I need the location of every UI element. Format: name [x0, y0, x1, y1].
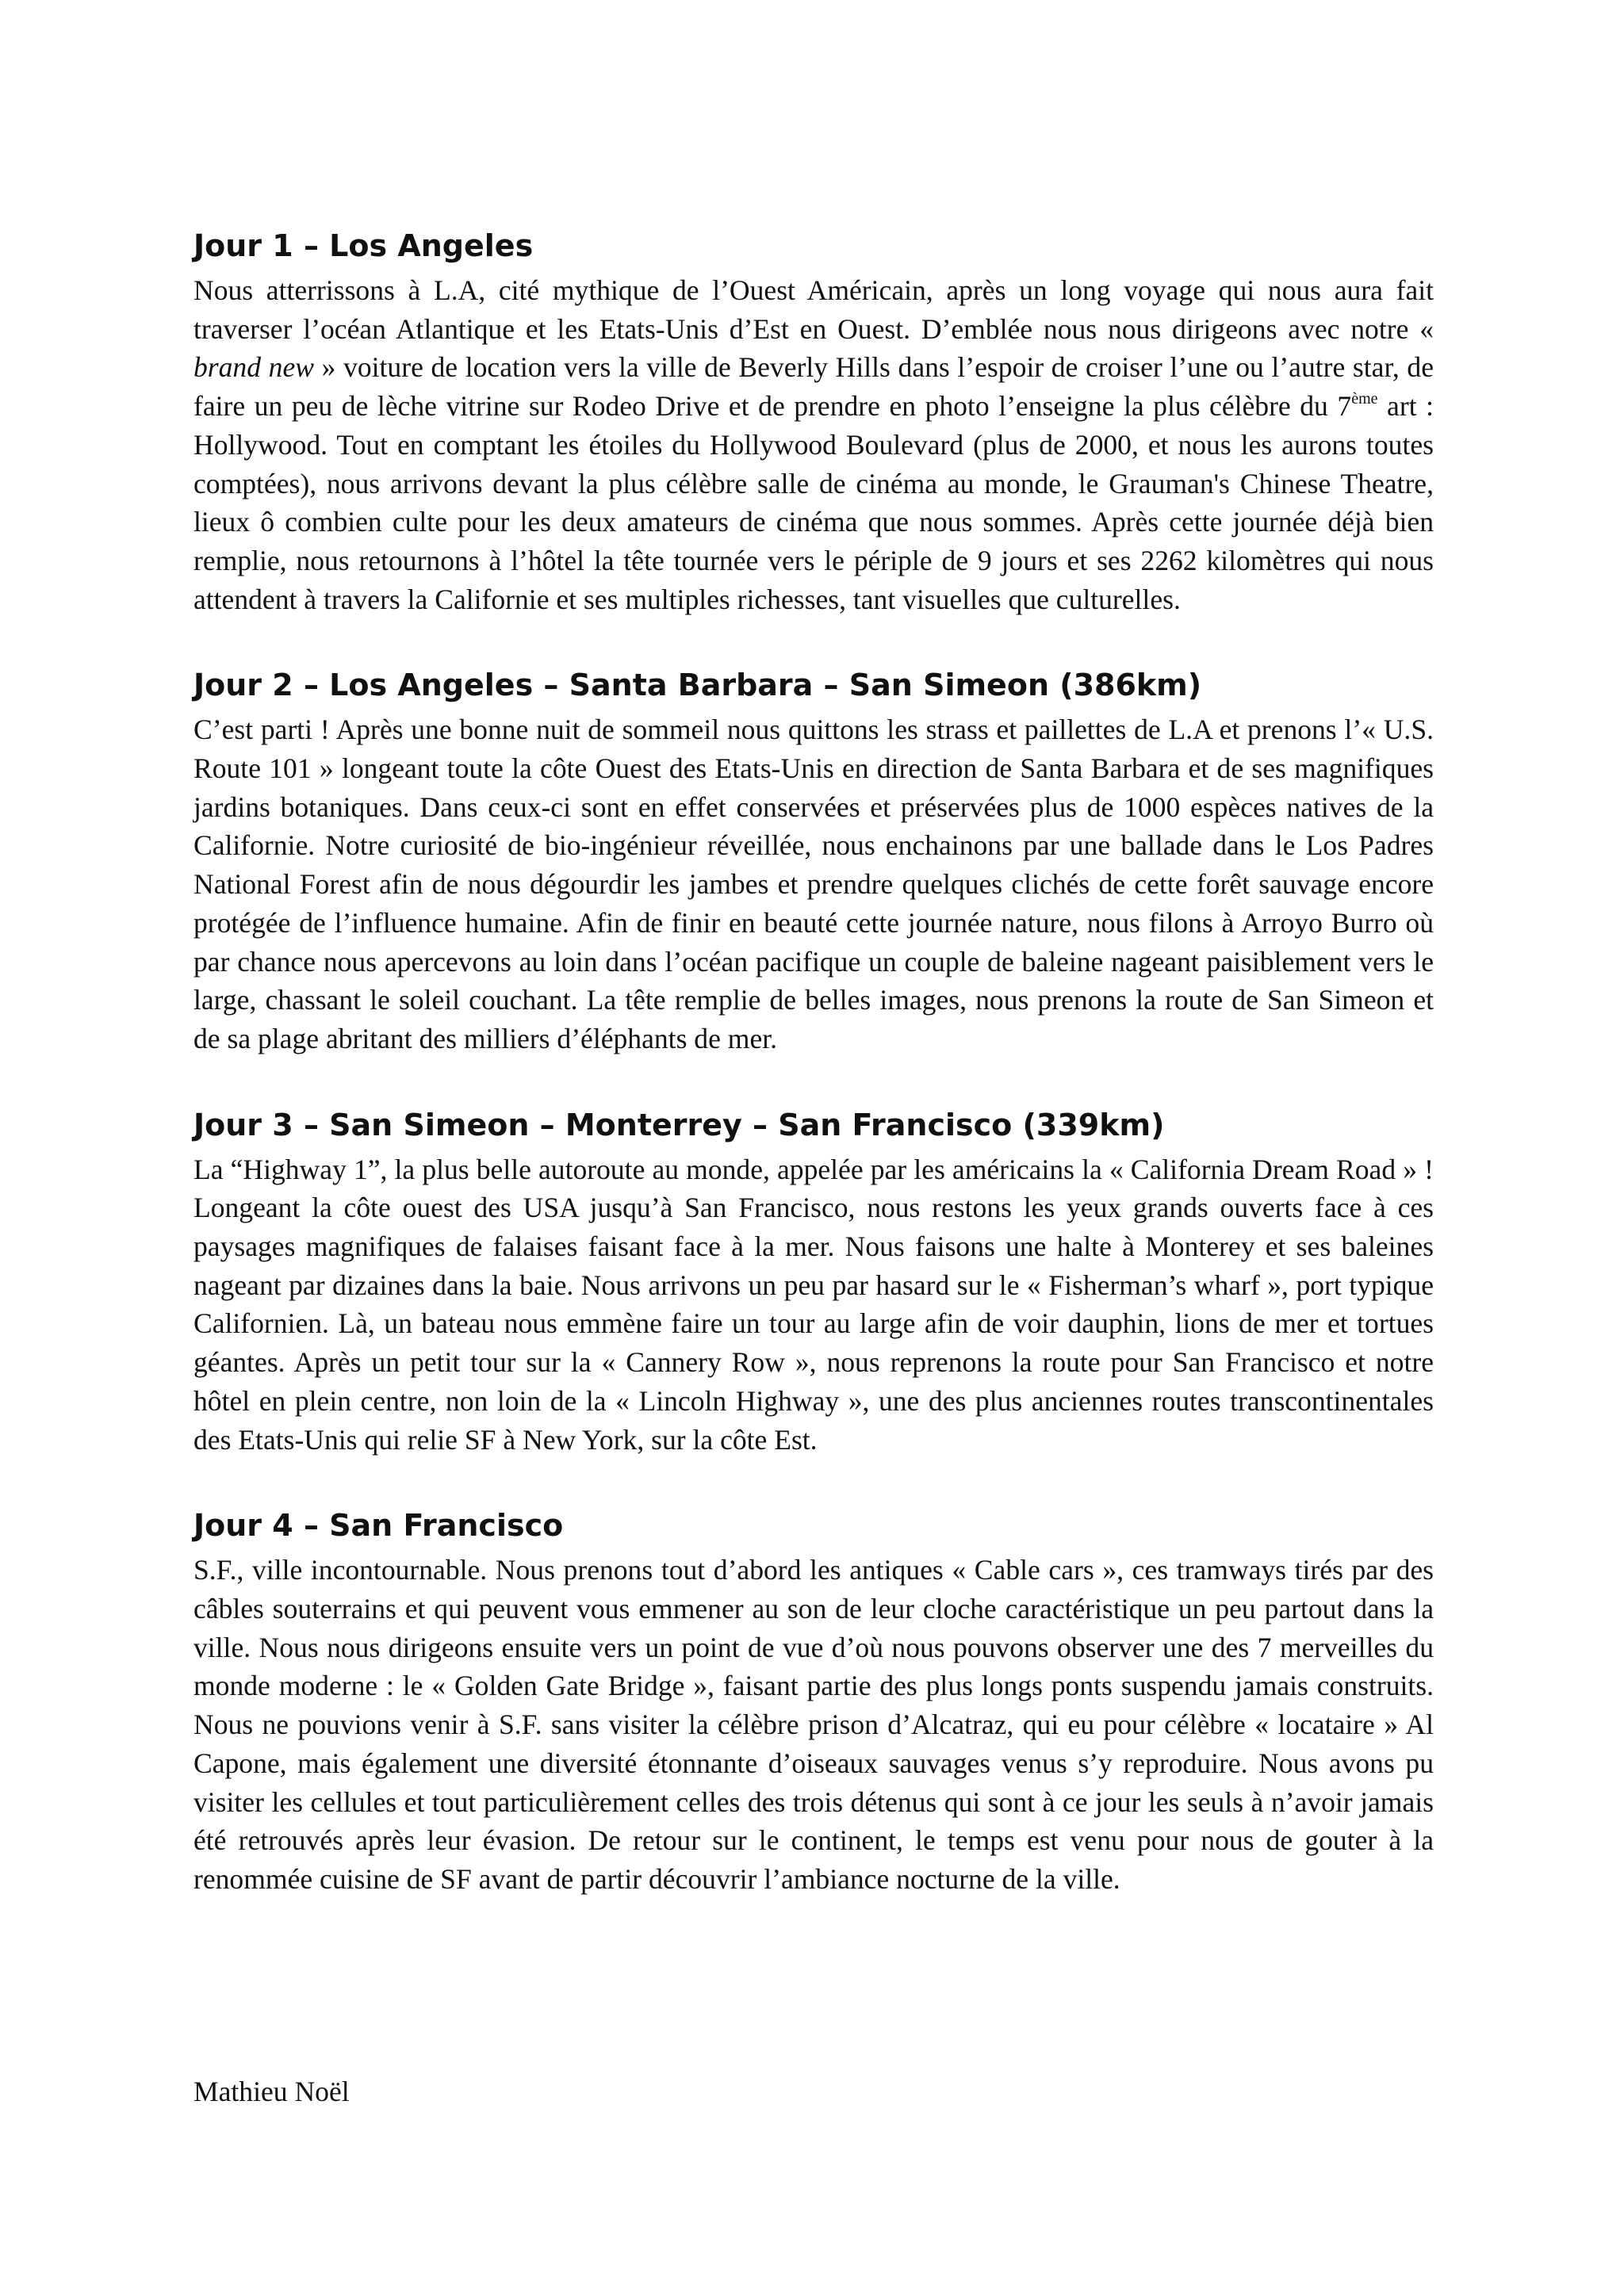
- day-3-paragraph: La “Highway 1”, la plus belle autoroute au monde, appelée par les américains la « California Dream Road » ! Longeant la côte ouest des USA jusqu’à San Francisco, nous restons les yeux grands ouverts face à ces paysages magnifiques de falaises faisant face à la mer. Nous faisons une halte à Monterey et ses baleines nageant par dizaines dans la baie. Nous arrivons un peu par hasard sur le « Fisherman’s wharf », port typique Californien. Là, un bateau nous emmène faire un tour au large afin de voir dauphin, lions de mer et tortues géantes. Après un petit tour sur la « Cannery Row », nous reprenons la route pour San Francisco et notre hôtel en plein centre, non loin de la « Lincoln Highway », une des plus anciennes routes transcontinentales des Etats-Unis qui relie SF à New York, sur la côte Est.: [193, 1153, 1434, 1456]
- day-4-section: [193, 1505, 1434, 1898]
- day-3-section: [193, 1104, 1434, 1460]
- day-1-section: [193, 225, 1434, 618]
- day-4-heading: Jour 4 – San Francisco: [193, 1508, 564, 1544]
- day-1-text-part-3: art : Hollywood. Tout en comptant les étoiles du Hollywood Boulevard (plus de 2000, et nous les aurons toutes comptées), nous arrivons devant la plus célèbre salle de cinéma au monde, le Grauman's Chinese Theatre, lieux ô combien culte pour les deux amateurs de cinéma que nous sommes. Après cette journée déjà bien remplie, nous retournons à l’hôtel la tête tournée vers le périple de 9 jours et ses 2262 kilomètres qui nous attendent à travers la Californie et ses multiples richesses, tant visuelles que culturelles.: [193, 390, 1434, 615]
- day-1-text-part-1: Nous atterrissons à L.A, cité mythique de l’Ouest Américain, après un long voyage qui nous aura fait traverser l’océan Atlantique et les Etats-Unis d’Est en Ouest. D’emblée nous nous dirigeons avec notre «: [193, 274, 1434, 345]
- day-1-superscript: ème: [1351, 390, 1378, 408]
- day-1-text-part-2: » voiture de location vers la ville de Beverly Hills dans l’espoir de croiser l’une ou l’autre star, de faire un peu de lèche vitrine sur Rodeo Drive et de prendre en photo l’enseigne la plus célèbre du 7: [193, 351, 1434, 423]
- day-1-heading: Jour 1 – Los Angeles: [193, 228, 534, 263]
- day-2-section: [193, 664, 1434, 1058]
- day-2-heading: Jour 2 – Los Angeles – Santa Barbara – San Simeon (386km): [193, 668, 1202, 703]
- day-3-heading: Jour 3 – San Simeon – Monterrey – San Francisco (339km): [193, 1107, 1165, 1142]
- day-1-paragraph: [193, 271, 1434, 618]
- day-1-italic-phrase: brand new: [193, 351, 314, 384]
- document-body: [193, 225, 1434, 1945]
- author-signature: Mathieu Noël: [193, 2076, 350, 2107]
- day-2-paragraph: C’est parti ! Après une bonne nuit de sommeil nous quittons les strass et paillettes de L.A et prenons l’« U.S. Route 101 » longeant toute la côte Ouest des Etats-Unis en direction de Santa Barbara et de ses magnifiques jardins botaniques. Dans ceux-ci sont en effet conservées et préservées plus de 1000 espèces natives de la Californie. Notre curiosité de bio-ingénieur réveillée, nous enchainons par une ballade dans le Los Padres National Forest afin de nous dégourdir les jambes et prendre quelques clichés de cette forêt sauvage encore protégée de l’influence humaine. Afin de finir en beauté cette journée nature, nous filons à Arroyo Burro où par chance nous apercevons au loin dans l’océan pacifique un couple de baleine nageant paisiblement vers le large, chassant le soleil couchant. La tête remplie de belles images, nous prenons la route de San Simeon et de sa plage abritant des milliers d’éléphants de mer.: [193, 714, 1434, 1054]
- day-4-paragraph: S.F., ville incontournable. Nous prenons tout d’abord les antiques « Cable cars », ces tramways tirés par des câbles souterrains et qui peuvent vous emmener au son de leur cloche caractéristique un peu partout dans la ville. Nous nous dirigeons ensuite vers un point de vue d’où nous pouvons observer une des 7 merveilles du monde moderne : le « Golden Gate Bridge », faisant partie des plus longs ponts suspendu jamais construits. Nous ne pouvions venir à S.F. sans visiter la célèbre prison d’Alcatraz, qui eu pour célèbre « locataire » Al Capone, mais également une diversité étonnante d’oiseaux sauvages venus s’y reproduire. Nous avons pu visiter les cellules et tout particulièrement celles des trois détenus qui sont à ce jour les seuls à n’avoir jamais été retrouvés après leur évasion. De retour sur le continent, le temps est venu pour nous de gouter à la renommée cuisine de SF avant de partir découvrir l’ambiance nocturne de la ville.: [193, 1554, 1434, 1895]
